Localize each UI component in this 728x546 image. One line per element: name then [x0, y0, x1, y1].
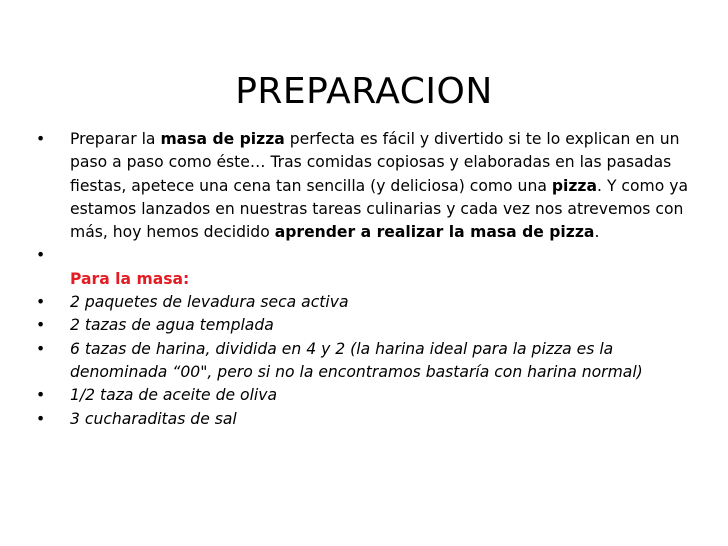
dough-heading-item — [36, 244, 692, 291]
ingredient-text: 1/2 taza de aceite de oliva — [70, 386, 278, 405]
intro-bold-masa-de-pizza: masa de pizza — [160, 130, 285, 148]
ingredient-text: 6 tazas de harina, dividida en 4 y 2 (la harina ideal para la pizza es la denominada “00", pero si no la encontramos bastaría con harina normal) — [70, 339, 643, 381]
empty-line — [70, 244, 692, 267]
bullet-icon: • — [36, 293, 46, 312]
dough-heading: Para la masa: — [70, 269, 190, 288]
bullet-icon: • — [36, 339, 46, 358]
ingredient-item — [36, 291, 692, 314]
bullet-icon: • — [36, 246, 46, 265]
bullet-icon: • — [36, 130, 46, 148]
intro-text-4: . — [594, 223, 600, 242]
bullet-icon: • — [36, 386, 46, 405]
slide-title: PREPARACION — [235, 71, 493, 113]
ingredient-item — [36, 408, 692, 431]
ingredient-text: 2 tazas de agua templada — [70, 316, 274, 335]
ingredient-item — [36, 338, 692, 385]
ingredient-item — [36, 384, 692, 407]
intro-text-1: Preparar la — [70, 130, 161, 148]
intro-bold-aprender: aprender a realizar la masa de pizza — [274, 223, 595, 242]
intro-text-2: perfecta es fácil y divertido si te lo explican en un paso a paso como éste… Tras comidas copiosas y elaboradas en las pasadas fiestas, apetece una cena tan sencilla (y deliciosa) como una — [70, 130, 680, 195]
intro-bold-pizza: pizza — [551, 176, 598, 195]
bullet-icon: • — [36, 409, 46, 428]
bullet-list — [36, 128, 692, 431]
bullet-icon: • — [36, 316, 46, 335]
slide-content — [36, 128, 692, 431]
ingredient-item — [36, 314, 692, 337]
intro-text-3: . Y como ya estamos lanzados en nuestras tareas culinarias y cada vez nos atrevemos con más, hoy hemos decidido — [70, 176, 689, 242]
ingredient-text: 2 paquetes de levadura seca activa — [70, 293, 349, 312]
intro-paragraph — [36, 128, 692, 244]
ingredient-text: 3 cucharaditas de sal — [70, 409, 237, 428]
